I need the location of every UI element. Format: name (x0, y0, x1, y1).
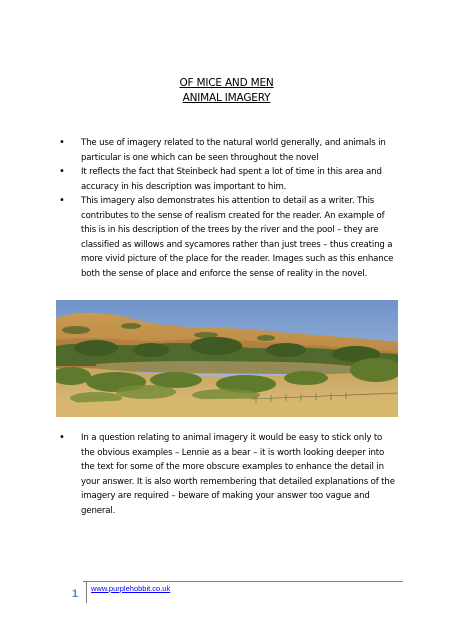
bullet-text: In a question relating to animal imagery it would be easy to stick only to the obvious examples – Lennie as a bear – it is worth looking deeper into the text for some of the more obscure examples to enhance the detail in your answer. It is also worth remembering that detailed explanations of the imagery are required – beware of making your answer too vague and general. (81, 433, 395, 516)
bullet-icon: • (59, 432, 65, 443)
page-number: 1 (72, 588, 79, 600)
list-item (57, 194, 397, 281)
landscape-photo (56, 300, 398, 417)
document-title (0, 76, 453, 106)
bullet-list-top (57, 136, 397, 281)
list-item (57, 136, 397, 165)
list-item (57, 165, 397, 194)
bullet-icon: • (59, 195, 65, 206)
footer-divider (83, 581, 403, 582)
title-line-1: OF MICE AND MEN (179, 77, 274, 89)
landscape-image (56, 300, 398, 417)
footer-link[interactable]: www.purplehobbit.co.uk (91, 584, 171, 593)
list-item (57, 431, 397, 518)
footer-vertical-divider (86, 581, 87, 603)
bullet-icon: • (59, 166, 65, 177)
bullet-text: This imagery also demonstrates his attention to detail as a writer. This contributes to the sense of realism created for the reader. An example of this is in his description of the trees by the river and the pool – they are classified as willows and sycamores rather than just trees – thus creating a more vivid picture of the place for the reader. Images such as this enhance both the sense of place and enforce the sense of reality in the novel. (81, 196, 394, 279)
bullet-text: The use of imagery related to the natural world generally, and animals in particular is one which can be seen throughout the novel (81, 138, 386, 163)
title-line-2: ANIMAL IMAGERY (182, 92, 271, 104)
bullet-list-bottom (57, 431, 397, 518)
bullet-icon: • (59, 137, 65, 148)
bullet-text: It reflects the fact that Steinbeck had spent a lot of time in this area and accuracy in his description was important to him. (81, 167, 382, 192)
